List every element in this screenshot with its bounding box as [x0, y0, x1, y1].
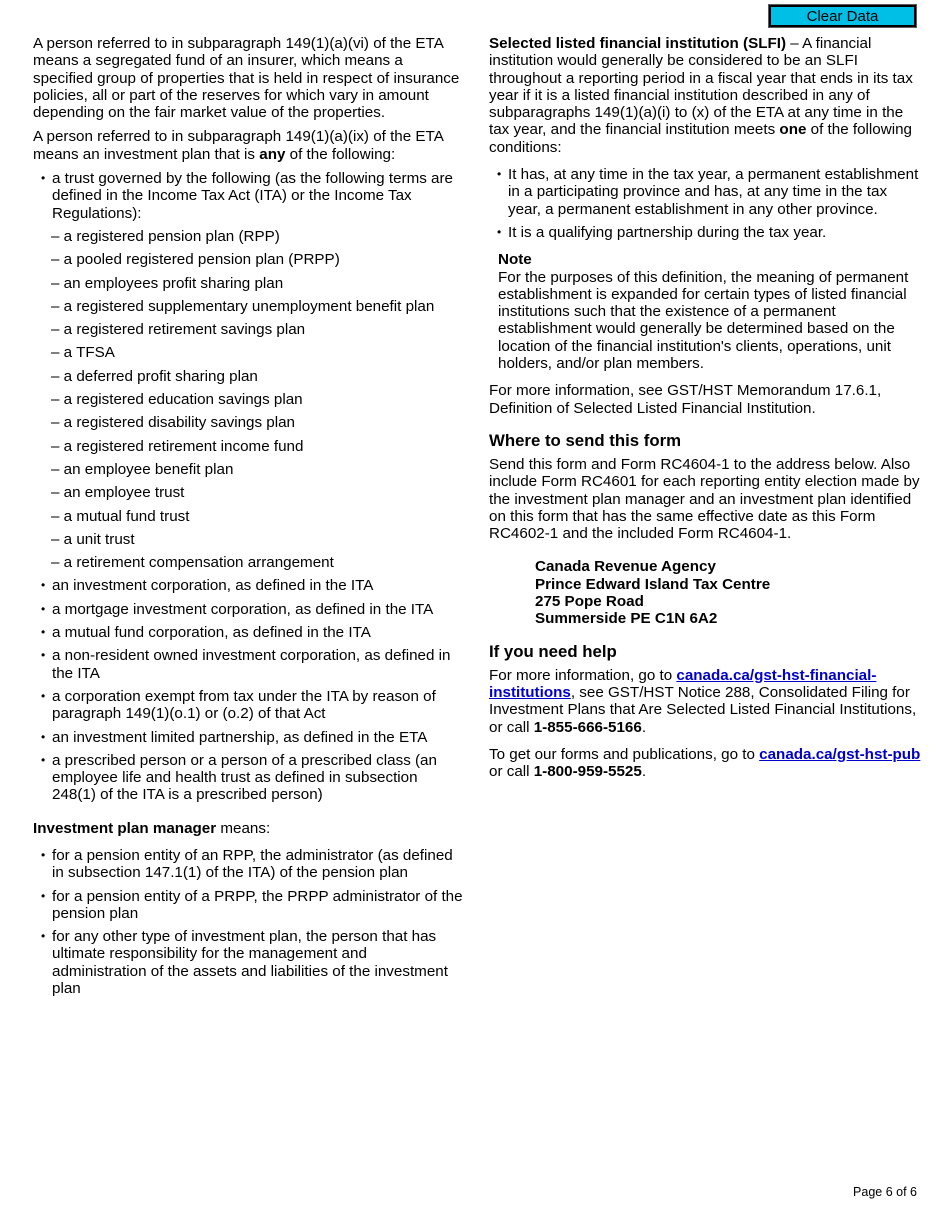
list-item: • an investment limited partnership, as defined in the ETA — [41, 729, 463, 746]
list-item: • a mortgage investment corporation, as defined in the ITA — [41, 601, 463, 618]
list-item: • for a pension entity of an RPP, the administrator (as defined in subsection 147.1(1) of the ITA) of the pension plan — [41, 847, 463, 882]
list-item: • a prescribed person or a person of a prescribed class (an employee life and health trust as defined in subsection 248(1) of the ITA is a prescribed person) — [41, 752, 463, 804]
segregated-fund-paragraph: A person referred to in subparagraph 149(1)(a)(vi) of the ETA means a segregated fund of an insurer, which means a specified group of properties that is held in respect of insurance policies, all or part of the reserves for which vary in amount depending on the fair market value of the properties. — [33, 35, 460, 122]
list-item: • an investment corporation, as defined in the ITA — [41, 577, 463, 594]
note-text: For the purposes of this definition, the meaning of permanent establishment is expanded for certain types of listed financial institutions such that the existence of a permanent establishment would generally be determined based on the location of the financial institution's clients, operations, unit holders, and/or plan members. — [498, 268, 909, 373]
list-item: – a TFSA — [51, 344, 463, 361]
list-item: – a retirement compensation arrangement — [51, 554, 463, 571]
list-item: – an employee trust — [51, 484, 463, 501]
address-line: 275 Pope Road — [535, 593, 644, 611]
address-line: Prince Edward Island Tax Centre — [535, 575, 771, 593]
list-item: • a corporation exempt from tax under the ITA by reason of paragraph 149(1)(o.1) or (o.2) of that Act — [41, 688, 463, 723]
list-item: • It is a qualifying partnership during the tax year. — [497, 224, 924, 241]
list-item: • It has, at any time in the tax year, a permanent establishment in a participating province and has, at any time in the tax year, a permanent establishment in any other province. — [497, 166, 924, 218]
address-line: Canada Revenue Agency — [535, 558, 716, 576]
list-item: – a deferred profit sharing plan — [51, 368, 463, 385]
list-item: • for any other type of investment plan, the person that has ultimate responsibility for the management and administration of the assets and liabilities of the investment plan — [41, 928, 463, 997]
list-item: – a registered retirement income fund — [51, 438, 463, 455]
memorandum-reference: For more information, see GST/HST Memorandum 17.6.1, Definition of Selected Listed Financial Institution. — [489, 382, 882, 417]
forms-publications-text: To get our forms and publications, go to canada.ca/gst-hst-pub or call 1-800-959-5525. — [489, 745, 921, 781]
list-item: – a registered pension plan (RPP) — [51, 228, 463, 245]
investment-plan-intro: A person referred to in subparagraph 149(1)(a)(ix) of the ETA means an investment plan that is any of the following: — [33, 128, 443, 163]
left-column — [33, 35, 463, 1003]
note-block — [489, 251, 924, 372]
list-item: – an employees profit sharing plan — [51, 275, 463, 292]
address-line: Summerside PE C1N 6A2 — [535, 610, 718, 628]
page-number: Page 6 of 6 — [853, 1185, 917, 1199]
help-heading: If you need help — [489, 641, 617, 661]
list-item: – a unit trust — [51, 531, 463, 548]
list-item: – a registered retirement savings plan — [51, 321, 463, 338]
slfi-conditions-list — [489, 166, 924, 241]
investment-plan-list — [33, 170, 463, 222]
list-item: – a registered disability savings plan — [51, 414, 463, 431]
list-item: – a registered supplementary unemployment benefit plan — [51, 298, 463, 315]
clear-data-button[interactable]: Clear Data — [769, 5, 916, 27]
gst-hst-pub-link[interactable]: canada.ca/gst-hst-pub — [759, 745, 921, 763]
help-text: For more information, go to canada.ca/gst-hst-financial-institutions, see GST/HST Notice 288, Consolidated Filing for Investment Plans that Are Selected Listed Financial Institutions, or call 1-855-666-5166. — [489, 666, 917, 736]
list-item: • for a pension entity of a PRPP, the PRPP administrator of the pension plan — [41, 888, 463, 923]
mailing-address — [489, 558, 924, 627]
note-title: Note — [498, 251, 532, 269]
list-item: • a mutual fund corporation, as defined in the ITA — [41, 624, 463, 641]
list-item: – an employee benefit plan — [51, 461, 463, 478]
financial-institutions-link[interactable]: canada.ca/gst-hst-financial-institutions — [489, 666, 877, 701]
list-item: – a mutual fund trust — [51, 508, 463, 525]
slfi-definition: Selected listed financial institution (SLFI) – A financial institution would generally be considered to be an SLFI throughout a reporting period in a fiscal year that ends in its tax year if it is a listed financial institution described in any of subparagraphs 149(1)(a)(i) to (x) of the ETA at any time in the tax year, and the financial institution meets one of the following conditions: — [489, 35, 913, 156]
other-plan-list — [33, 577, 463, 803]
list-item: – a pooled registered pension plan (PRPP) — [51, 251, 463, 268]
list-item: – a registered education savings plan — [51, 391, 463, 408]
list-item: • a non-resident owned investment corporation, as defined in the ITA — [41, 647, 463, 682]
right-column — [489, 35, 924, 787]
trust-type-list — [33, 228, 463, 571]
investment-plan-manager-list — [33, 847, 463, 997]
trust-bullet: • a trust governed by the following (as the following terms are defined in the Income Tax Act (ITA) or the Income Tax Regulations): — [41, 170, 463, 222]
investment-plan-manager-heading: Investment plan manager means: — [33, 819, 271, 837]
where-to-send-heading: Where to send this form — [489, 430, 682, 450]
where-to-send-text: Send this form and Form RC4604-1 to the address below. Also include Form RC4601 for each reporting entity election made by the investment plan manager and an investment plan identified on this form that has the same effective date as this Form RC4602-1 and the included Form RC4604-1. — [489, 455, 920, 543]
